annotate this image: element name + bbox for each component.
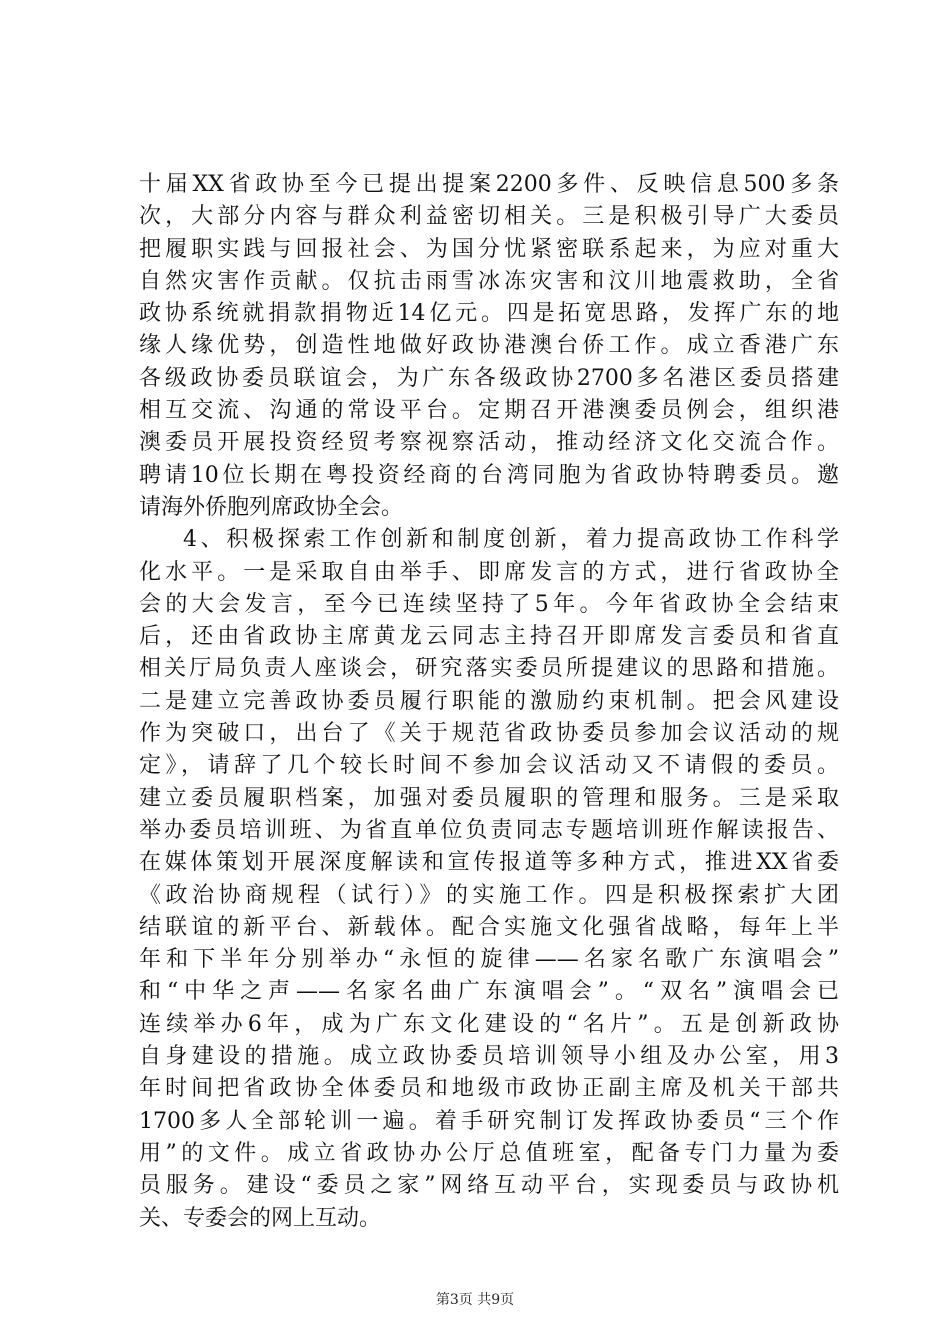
text-line: 定》，请辞了几个较长时间不参加会议活动又不请假的委员。 xyxy=(139,753,839,779)
text-line: 4、积极探索工作创新和制度创新，着力提高政协工作科学 xyxy=(183,527,839,553)
text-line: 年时间把省政协全体委员和地级市政协正副主席及机关干部共 xyxy=(139,1076,839,1102)
text-line: 十届XX省政协至今已提出提案2200多件、反映信息500多条 xyxy=(139,172,839,197)
text-line: 自身建设的措施。成立政协委员培训领导小组及办公室，用3 xyxy=(139,1044,839,1070)
text-line: 相互交流、沟通的常设平台。定期召开港澳委员例会，组织港 xyxy=(139,398,839,424)
text-line: 二是建立完善政协委员履行职能的激励约束机制。把会风建设 xyxy=(139,688,839,714)
document-body xyxy=(139,169,839,1235)
text-line: 次，大部分内容与群众利益密切相关。三是积极引导广大委员 xyxy=(139,204,839,230)
text-line: 把履职实践与回报社会、为国分忧紧密联系起来，为应对重大 xyxy=(139,236,839,262)
text-line: 结联谊的新平台、新载体。配合实施文化强省战略，每年上半 xyxy=(139,914,839,940)
text-line: 化水平。一是采取自由举手、即席发言的方式，进行省政协全 xyxy=(139,559,839,585)
text-line: 自然灾害作贡献。仅抗击雨雪冰冻灾害和汶川地震救助，全省 xyxy=(139,268,839,294)
text-line: 举办委员培训班、为省直单位负责同志专题培训班作解读报告、 xyxy=(139,817,839,843)
text-line: 政协系统就捐款捐物近14亿元。四是拓宽思路，发挥广东的地 xyxy=(139,301,839,327)
text-line: 建立委员履职档案，加强对委员履职的管理和服务。三是采取 xyxy=(139,785,839,811)
text-line: 年和下半年分别举办“永恒的旋律——名家名歌广东演唱会” xyxy=(139,947,839,973)
page-number-footer: 第3页 共9页 xyxy=(435,1292,515,1308)
text-line: 各级政协委员联谊会，为广东各级政协2700多名港区委员搭建 xyxy=(139,365,839,391)
text-line: 在媒体策划开展深度解读和宣传报道等多种方式，推进XX省委 xyxy=(139,850,839,876)
text-line: 聘请10位长期在粤投资经商的台湾同胞为省政协特聘委员。邀 xyxy=(139,462,839,488)
text-line: 《政治协商规程（试行）》的实施工作。四是积极探索扩大团 xyxy=(139,882,839,908)
text-line: 1700多人全部轮训一遍。着手研究制订发挥政协委员“三个作 xyxy=(139,1108,839,1134)
text-line: 后，还由省政协主席黄龙云同志主持召开即席发言委员和省直 xyxy=(139,624,839,650)
text-line: 连续举办6年，成为广东文化建设的“名片”。五是创新政协 xyxy=(139,1011,839,1037)
text-line: 澳委员开展投资经贸考察视察活动，推动经济文化交流合作。 xyxy=(139,430,839,456)
paragraph xyxy=(139,169,839,524)
text-line: 请海外侨胞列席政协全会。 xyxy=(139,494,404,520)
text-line: 和“中华之声——名家名曲广东演唱会”。“双名”演唱会已 xyxy=(139,979,839,1005)
text-line: 作为突破口，出台了《关于规范省政协委员参加会议活动的规 xyxy=(139,721,839,747)
text-line: 相关厅局负责人座谈会，研究落实委员所提建议的思路和措施。 xyxy=(139,656,839,682)
text-line: 关、专委会的网上互动。 xyxy=(139,1205,382,1231)
text-line: 用”的文件。成立省政协办公厅总值班室，配备专门力量为委 xyxy=(139,1140,839,1166)
text-line: 会的大会发言，至今已连续坚持了5年。今年省政协全会结束 xyxy=(139,591,839,617)
text-line: 缘人缘优势，创造性地做好政协港澳台侨工作。成立香港广东 xyxy=(139,333,839,359)
text-line: 员服务。建设“委员之家”网络互动平台，实现委员与政协机 xyxy=(139,1173,839,1199)
paragraph xyxy=(139,524,839,1235)
